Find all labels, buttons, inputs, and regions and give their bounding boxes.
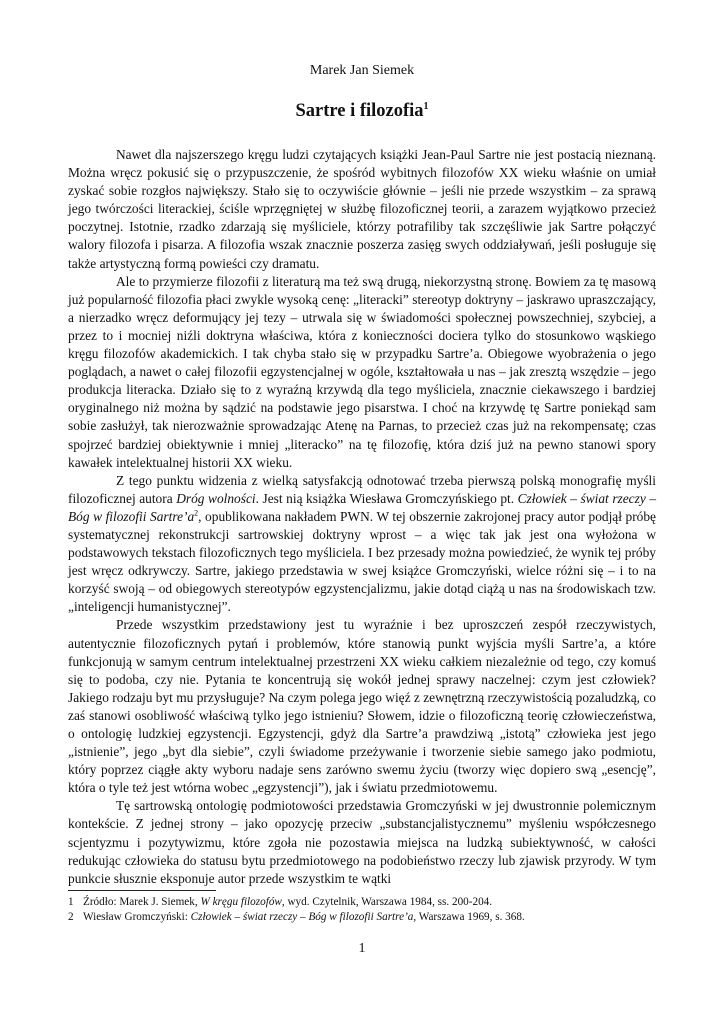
paragraph — [68, 472, 656, 617]
footnote-text — [83, 910, 525, 925]
italic-title: Człowiek – świat rzeczy – Bóg w filozofii Sartre’a — [190, 911, 414, 923]
text-run: , wyd. Czytelnik, Warszawa 1984, ss. 200-204. — [281, 896, 493, 908]
title-text: Sartre i filozofia — [295, 101, 424, 121]
text-run: Z tego punktu widzenia z wielką satysfakcją odnotować trzeba pierwszą polską monografię myśli filozoficznej autora — [68, 472, 656, 506]
text-run: Nawet dla najszerszego kręgu ludzi czytających książki Jean-Paul Sartre nie jest postacią nieznaną. Można wręcz pokusić się o przypuszczenie, że spośród wybitnych filozofów XX wieku właśnie on umiał zyskać sobie rozgłos największy. Stało się to oczywiście głównie – jeśli nie przede wszystkim – za sprawą jego twórczości literackiej, ściśle wprzęgniętej w służbę filozoficznej teorii, a zarazem wyjątkowo przecież poczytnej. Istotnie, rzadko zdarzają się myśliciele, którzy potrafiliby tak szczęśliwie jak Sartre połączyć walory filozofa i pisarza. A filozofia wszak znacznie poszerza zasięg swych oddziaływań, jeśli posługuje się także artystyczną formą powieści czy dramatu. — [68, 147, 656, 271]
page-title — [68, 100, 656, 122]
italic-title: Człowiek – świat rzeczy – Bóg w filozofii Sartre’a — [68, 490, 657, 524]
paragraph — [68, 616, 656, 797]
paragraph — [68, 797, 656, 887]
text-run: , opublikowana nakładem PWN. W tej obszernie zakrojonej pracy autor podjął próbę systematycznej rekonstrukcji sartrowskiej doktryny wprost – a więc tak jak jest ona wyłożona w podstawowych tekstach filozoficznych tego myśliciela. I bez przesady można powiedzieć, że wynik tej próby jest wręcz odkrywczy. Sartre, jakiego przedstawia w swej książce Gromczyński, wielce różni się – i to na korzyść swoją – od obiegowych stereotypów egzystencjalizmu, jakie dotąd ciążą u nas na środowiskach tzw. „inteligencji humanistycznej”. — [68, 508, 656, 615]
text-run: Ale to przymierze filozofii z literaturą ma też swą drugą, niekorzystną stronę. Bowiem za tę masową już popularność filozofia płaci zwykle wysoką cenę: „literacki” stereotyp doktryny – jaskrawo upraszczający, a nierzadko wręcz deformujący jej tezy – utrwala się w świadomości społecznej powszechniej, szybciej, a przez to i mocniej niźli doktryna właściwa, która z konieczności dociera tylko do stosunkowo wąskiego kręgu filozofów akademickich. I tak chyba stało się w przypadku Sartre’a. Obiegowe wyobrażenia o jego poglądach, a nawet o całej filozofii egzystencjalnej w ogóle, kształtowała u nas – jak zresztą wszędzie – jego produkcja literacka. Działo się to z wyraźną krzywdą dla tego myśliciela, znacznie ciekawszego i bardziej oryginalnego niż można by sądzić na podstawie jego pisarstwa. I choć na krzywdę tę Sartre poniekąd sam sobie zasłużył, tak nierozważnie sprowadzając Atenę na Parnas, to przecież czas już na rekompensatę; czas spojrzeć bardziej obiektywnie i mniej „literacko” na tę filozofię, która dziś już na pewno stanowi spory kawałek intelektualnej historii XX wieku. — [68, 273, 656, 470]
text-run: . Jest nią książka Wiesława Gromczyńskiego pt. — [255, 490, 518, 506]
footnote-number: 2 — [68, 911, 74, 923]
title-footnote-ref: 1 — [423, 100, 429, 112]
author-name: Marek Jan Siemek — [309, 63, 415, 78]
paragraph — [68, 146, 656, 273]
italic-title: Dróg wolności — [176, 490, 256, 506]
text-run: , Warszawa 1969, s. 368. — [413, 911, 525, 923]
footnote-separator — [68, 890, 216, 891]
footnote — [68, 910, 668, 925]
page-content — [68, 62, 656, 888]
page-number: 1 — [358, 941, 366, 956]
footnotes — [68, 895, 668, 925]
footnote-number: 1 — [68, 896, 74, 908]
footnote-ref: 2 — [194, 508, 199, 518]
footnote — [68, 895, 668, 910]
article-body — [68, 146, 656, 888]
text-run: Tę sartrowską ontologię podmiotowości przedstawia Gromczyński w jej dwustronnie polemicznym kontekście. Z jednej strony – jako opozycję przeciw „substancjalistycznemu” myśleniu współczesnego scjentyzmu i pozytywizmu, które zgoła nie pozostawia miejsca na ludzką subiektywność, w całości redukując człowieka do statusu bytu przedmiotowego na podobieństwo rzeczy lub zjawisk przyrody. W tym punkcie słusznie eksponuje autor przede wszystkim te wątki — [68, 798, 656, 886]
paragraph — [68, 273, 656, 472]
text-run: Źródło: Marek J. Siemek, — [83, 896, 201, 908]
footnote-text — [83, 895, 492, 910]
text-run: Przede wszystkim przedstawiony jest tu wyraźnie i bez uproszczeń zespół rzeczywistych, autentycznie filozoficznych pytań i problemów, które stanowią punkt wyjścia myśli Sartre’a, a które funkcjonują w samym centrum intelektualnej przestrzeni XX wieku całkiem niezależnie od tego, czy komuś się to podoba, czy nie. Pytania te koncentrują się wokół jednej sprawy naczelnej: czym jest człowiek? Jakiego rodzaju byt mu przysługuje? Na czym polega jego więź z zewnętrzną rzeczywistością pozaludzką, co zaś stanowi osobliwość właściwą tylko jego istnieniu? Słowem, idzie o filozoficzną teorię człowieczeństwa, o ontologię ludzkiej egzystencji. Egzystencji, gdyż dla Sartre’a prawdziwą „istotą” człowieka jest jego „istnienie”, jego „byt dla siebie”, czyli świadome przeżywanie i tworzenie siebie samego jako podmiotu, który poprzez ciągłe akty wyboru nadaje sens zarówno swemu życiu (tworzy więc dopiero swą „esencję”, która o tyle też jest wtórna wobec „egzystencji”), jak i światu przedmiotowemu. — [68, 617, 656, 796]
text-run: Wiesław Gromczyński: — [83, 911, 191, 923]
italic-title: W kręgu filozofów — [200, 896, 282, 908]
